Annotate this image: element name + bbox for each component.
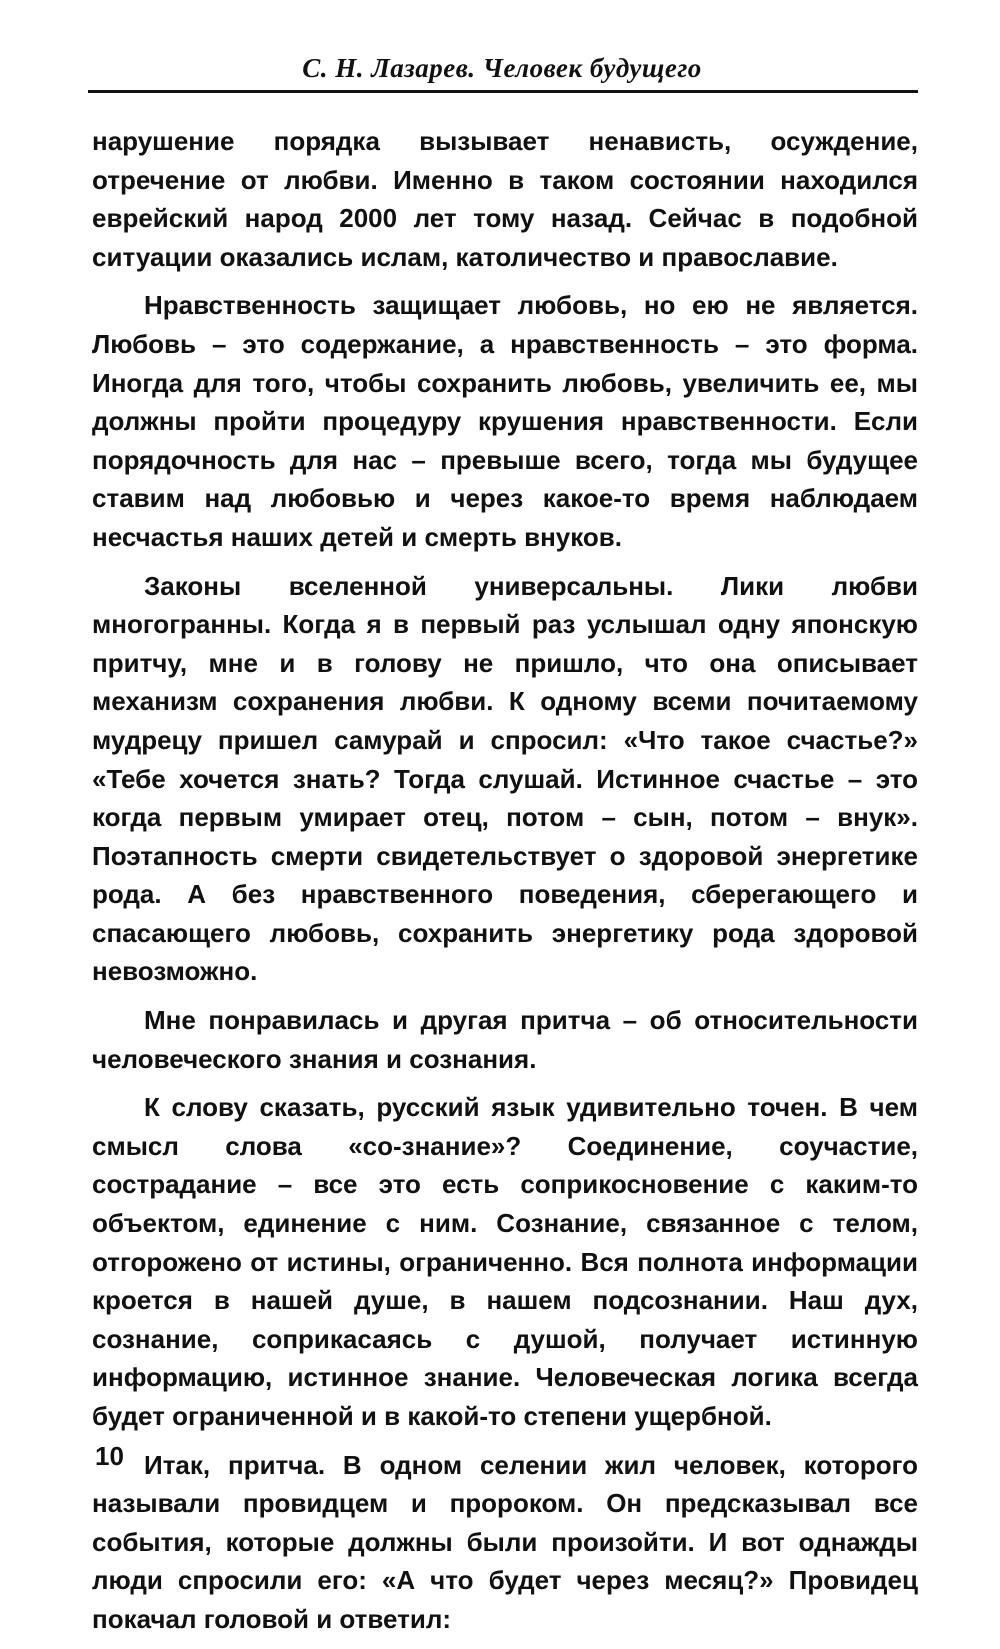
paragraph-4: Мне понравилась и другая притча – об относительности человеческого знания и сознания.: [92, 1005, 918, 1074]
paragraph-2: Нравственность защищает любовь, но ею не является. Любовь – это содержание, а нравственность – это форма. Иногда для того, чтобы сохранить любовь, увеличить ее, мы должны пройти процедуру крушения нравственности. Если порядочность для нас – превыше всего, тогда мы будущее ставим над любовью и через какое-то время наблюдаем несчастья наших детей и смерть внуков.: [92, 290, 918, 552]
header-rule: [88, 90, 918, 93]
page-number: 10: [95, 1441, 124, 1471]
paragraph-1: нарушение порядка вызывает ненависть, осуждение, отречение от любви. Именно в таком состоянии находился еврейский народ 2000 лет тому назад. Сейчас в подобной ситуации оказались ислам, католичество и православие.: [92, 126, 918, 272]
paragraph-5: К слову сказать, русский язык удивительно точен. В чем смысл слова «со-знание»? Соединение, соучастие, сострадание – все это есть соприкосновение с каким-то объектом, единение с ним. Сознание, связанное с телом, отгорожено от истины, ограниченно. Вся полнота информации кроется в нашей душе, в нашем подсознании. Наш дух, сознание, соприкасаясь с душой, получает истинную информацию, истинное знание. Человеческая логика всегда будет ограниченной и в какой-то степени ущербной.: [92, 1092, 918, 1431]
running-head: С. Н. Лазарев. Человек будущего: [302, 53, 702, 83]
body-text: [92, 122, 918, 1649]
paragraph-3: Законы вселенной универсальны. Лики любви многогранны. Когда я в первый раз услышал одну японскую притчу, мне и в голову не пришло, что она описывает механизм сохранения любви. К одному всеми почитаемому мудрецу пришел самурай и спросил: «Что такое счастье?» «Тебе хочется знать? Тогда слушай. Истинное счастье – это когда первым умирает отец, потом – сын, потом – внук». Поэтапность смерти свидетельствует о здоровой энергетике рода. А без нравственного поведения, сберегающего и спасающего любовь, сохранить энергетику рода здоровой невозможно.: [92, 570, 918, 987]
paragraph-6: Итак, притча. В одном селении жил человек, которого называли провидцем и пророком. Он предсказывал все события, которые должны были произойти. И вот однажды люди спросили его: «А что будет через месяц?» Провидец покачал головой и ответил:: [92, 1449, 918, 1634]
